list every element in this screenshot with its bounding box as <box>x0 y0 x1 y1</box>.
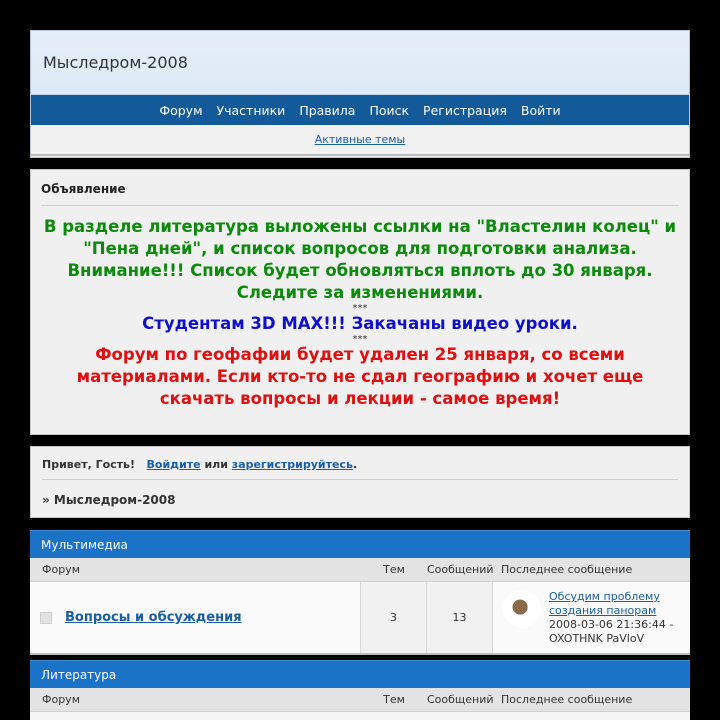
last-post-link[interactable]: Обсудим проблему создания панорам <box>549 590 660 617</box>
forum-cell <box>30 582 361 653</box>
announcement-separator: *** <box>352 334 368 345</box>
welcome-line: Привет, Гость! Войдите или зарегистрируйтесь. <box>42 458 678 480</box>
active-topics-link[interactable]: Активные темы <box>314 133 406 146</box>
nav-forum[interactable]: Форум <box>159 102 203 118</box>
welcome-box <box>30 446 690 518</box>
nav-register[interactable]: Регистрация <box>423 102 507 118</box>
forum-link[interactable]: Вопросы и обсуждения <box>65 610 242 625</box>
header <box>30 30 690 158</box>
category-multimedia <box>30 530 690 655</box>
site-title-bar <box>31 31 689 95</box>
col-topics: Тем <box>383 693 405 706</box>
col-topics: Тем <box>383 563 405 576</box>
category-title[interactable]: Мультимедиа <box>30 530 690 558</box>
col-forum: Форум <box>42 693 80 706</box>
forum-status-icon <box>40 612 52 624</box>
category-title[interactable]: Литература <box>30 660 690 688</box>
last-post-meta: 2008-03-06 21:36:44 - OXOTHNK PaVloV <box>549 618 674 645</box>
main-nav <box>31 95 689 125</box>
nav-search[interactable]: Поиск <box>369 102 410 118</box>
posts-count: 13 <box>427 582 493 653</box>
table-header <box>30 688 690 712</box>
breadcrumb: » Мыследром-2008 <box>42 493 176 507</box>
register-link[interactable]: зарегистрируйтесь <box>231 458 353 471</box>
greeting: Привет, Гость! <box>42 458 136 471</box>
login-link[interactable]: Войдите <box>146 458 201 471</box>
col-last-post: Последнее сообщение <box>501 693 633 706</box>
announcement-separator: *** <box>352 303 368 314</box>
col-posts: Сообщений <box>427 693 494 706</box>
last-post-cell <box>493 582 679 653</box>
or-text: или <box>204 458 228 471</box>
site-title[interactable]: Мыследром-2008 <box>43 53 188 72</box>
col-last-post: Последнее сообщение <box>501 563 633 576</box>
topics-count: 3 <box>361 582 427 653</box>
avatar <box>503 590 541 628</box>
col-forum: Форум <box>42 563 80 576</box>
col-posts: Сообщений <box>427 563 494 576</box>
sub-nav <box>31 125 689 156</box>
last-post-info <box>549 590 679 653</box>
announcement-title: Объявление <box>41 182 679 206</box>
nav-login[interactable]: Войти <box>520 102 561 118</box>
announcement-body <box>41 206 679 410</box>
table-row <box>30 582 690 655</box>
announcement-literature: В разделе литература выложены ссылки на "Властелин колец" и "Пена дней", и список вопросов для подготовки анализа. Внимание!!! Список будет обновляться вплоть до 30 января. Следите за изменениями. <box>43 217 677 302</box>
announcement-3dmax: Студентам 3D MAX!!! Закачаны видео уроки. <box>142 314 578 333</box>
nav-members[interactable]: Участники <box>216 102 286 118</box>
table-header <box>30 558 690 582</box>
announcement-box <box>30 169 690 435</box>
nav-rules[interactable]: Правила <box>299 102 356 118</box>
category-literature <box>30 660 690 720</box>
announcement-geography: Форум по геофафии будет удален 25 января, со всеми материалами. Если кто-то не сдал географию и хочет еще скачать вопросы и лекции - самое время! <box>76 345 644 408</box>
